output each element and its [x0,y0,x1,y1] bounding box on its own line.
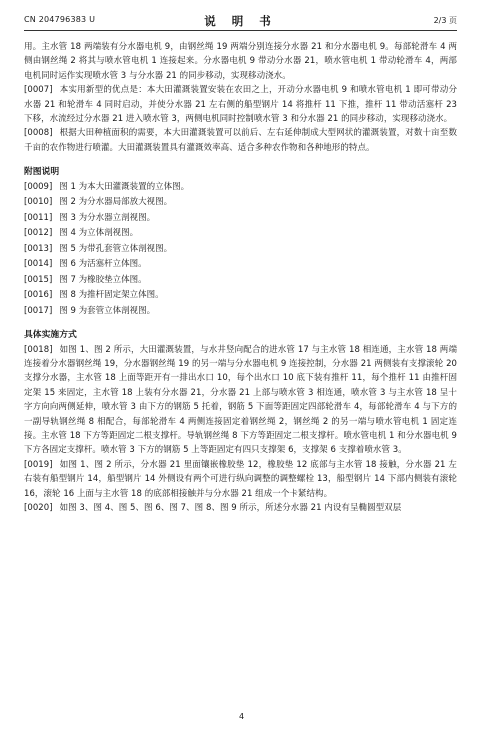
paragraph-0020 [24,501,457,515]
paragraph-tag: [0011] [24,212,53,223]
paragraph-tag: [0017] [24,305,53,316]
embodiment-heading: 具体实施方式 [24,330,77,341]
page-number: 4 [238,712,245,721]
paragraph-tag: [0014] [24,259,53,270]
paragraph-tag: [0018] [24,344,53,355]
figure-item [24,242,457,258]
figure-caption: 图 8 为推杆固定架立体图。 [59,290,164,301]
paragraph-text: 如图 1、图 2 所示，分水器 21 里面镶嵌橡胶垫 12，橡胶垫 12 底部与主水管 18 接触，分水器 21 左右装有船型钢片 14，船型钢片 14 外侧设有两个可进行纵向调整的调整螺栓 13，船型钢片 14 下部内侧装有滚轮 16，滚轮 16 上面与主水管 18 的底部相接触并与分水器 21 组成一个卡紧结构。 [24,459,457,499]
figure-item [24,273,457,289]
figure-item [24,195,457,211]
paragraph-text: 本实用新型的优点是：本大田灌溉装置安装在农田之上，开动分水器电机 9 和喷水管电机 1 即可带动分水器 21 和轮滑车 4 同时启动，并使分水器 21 左右侧的船型钢片 14 将推杆 11 下推，推杆 11 带动活塞杆 23 下移，水流经过分水器 21 进入喷水管 3，两侧电机同时控制喷水管 3 和分水器 21 的同步移动，实现移动浇水。 [24,85,457,125]
figure-item [24,211,457,227]
paragraph-tag: [0010] [24,197,53,208]
paragraph-text: 如图 1、图 2 所示，大田灌溉装置，与水井竖向配合的进水管 17 与主水管 18 相连通，主水管 18 两端连接着分水器钢丝绳 19，分水器钢丝绳 19 的另一端与分水器电机 9 连接控制，分水器 21 两侧装有支撑滚轮 20 支撑分水器，主水管 18 上面等距开有一排出水口 10，每个出水口 10 底下装有推杆 11，每个推杆 11 由推杆固定架 15 来固定，主水管 18 上装有分水器 21，分水器 21 上部与喷水管 3 相连通，喷水管 3 与主水管 18 呈十字方向向两侧延伸，喷水管 3 由下方的钢筋 5 托着，钢筋 5 下面等距固定四部轮滑车 4，每部轮滑车 4 与下方的一副导轨钢丝绳 8 相配合，每部轮滑车 4 两侧连接固定着钢丝绳 2，钢丝绳 2 的另一端与喷水管电机 1 固定连接。主水管 18 下方等距固定二根支撑杆。导轨钢丝绳 8 下方等距固定二根支撑杆。喷水管电机 1 和分水器电机 9 下方各固定支撑杆。喷水管 3 下方的钢筋 5 上等距固定有四只支撑架 6，支撑架 6 支撑着喷水管 3。 [24,344,457,456]
figure-caption: 图 6 为活塞杆立体图。 [59,259,147,270]
figure-caption: 图 9 为套管立体剖视图。 [59,305,156,316]
document-body [24,40,457,515]
document-number: CN 204796383 U [24,15,96,24]
figure-item [24,180,457,196]
paragraph-tag: [0013] [24,243,53,254]
figure-caption: 图 3 为分水器立剖视图。 [59,212,156,223]
document-title: 说 明 书 [204,14,277,28]
figure-caption: 图 1 为本大田灌溉装置的立体图。 [59,181,190,192]
paragraph-tag: [0016] [24,290,53,301]
figure-caption: 图 4 为立体剖视图。 [59,228,139,239]
figure-item [24,304,457,320]
paragraph-0019 [24,458,457,501]
paragraph-text: 根据大田种植面积的需要，本大田灌溉装置可以前后、左右延伸制成大型网状的灌溉装置，对数十亩至数千亩的农作物进行喷灌。大田灌溉装置具有灌溉效率高、适合多种农作物和各种地形的特点。 [24,128,457,153]
continuation-paragraph: 用。主水管 18 两端装有分水器电机 9，由钢丝绳 19 两端分别连接分水器 21 和分水器电机 9。每部轮滑车 4 两侧由钢丝绳 2 将其与喷水管电机 1 连接起来。分水器电机 9 带动分水器 21，喷水管电机 1 带动轮滑车 4，两部电机同时运作实现喷水管 3 与分水器 21 的同步移动，实现移动浇水。 [24,42,457,81]
paragraph-tag: [0009] [24,181,53,192]
page-header [24,12,457,31]
paragraph-tag: [0008] [24,128,53,139]
paragraph-tag: [0015] [24,274,53,285]
paragraph-tag: [0007] [24,85,53,96]
figure-item [24,288,457,304]
figure-caption: 图 5 为带孔套管立体剖视图。 [59,243,173,254]
paragraph-0018 [24,343,457,458]
paragraph-text: 如图 3、图 4、图 5、图 6、图 7、图 8、图 9 所示，所述分水器 21 内设有呈椭圆型双层 [59,503,402,514]
figure-list [24,180,457,320]
figure-caption: 图 7 为橡胶垫立体图。 [59,274,147,285]
figure-item [24,226,457,242]
paragraph-0007 [24,83,457,126]
paragraph-tag: [0012] [24,228,53,239]
figure-caption: 图 2 为分水器局部放大视图。 [59,197,173,208]
paragraph-0008 [24,126,457,155]
figure-item [24,257,457,273]
paragraph-tag: [0020] [24,503,53,514]
figures-heading: 附图说明 [24,167,60,178]
page-indicator: 2/3 页 [433,16,457,25]
paragraph-tag: [0019] [24,459,53,470]
